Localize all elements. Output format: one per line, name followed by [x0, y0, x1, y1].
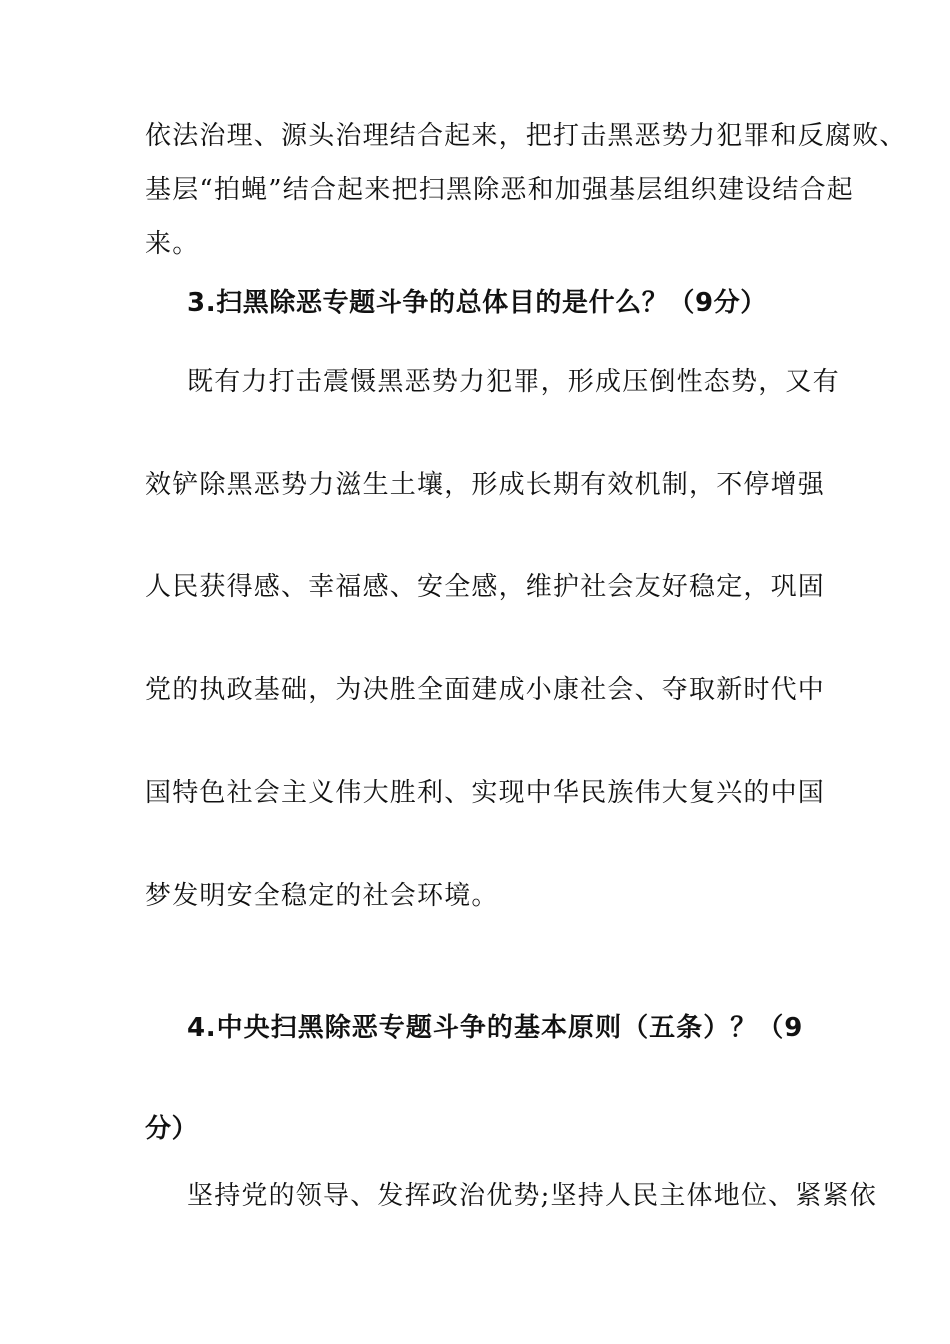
answer-line: 国特色社会主义伟大胜利、实现中华民族伟大复兴的中国	[145, 778, 826, 808]
question-3-heading: 3.扫黑除恶专题斗争的总体目的是什么？（9分）	[187, 288, 767, 318]
paragraph-line: 依法治理、源头治理结合起来，把打击黑恶势力犯罪和反腐败、	[145, 121, 907, 151]
answer-line: 效铲除黑恶势力滋生土壤，形成长期有效机制，不停增强	[145, 470, 826, 500]
answer-line: 坚持党的领导、发挥政治优势;坚持人民主体地位、紧紧依	[187, 1181, 877, 1211]
answer-line: 人民获得感、幸福感、安全感，维护社会友好稳定，巩固	[145, 572, 826, 602]
answer-line: 党的执政基础，为决胜全面建成小康社会、夺取新时代中	[145, 675, 826, 705]
question-4-heading-cont: 分）	[145, 1114, 199, 1144]
paragraph-line: 基层“拍蝇”结合起来把扫黑除恶和加强基层组织建设结合起	[145, 175, 854, 205]
answer-line: 梦发明安全稳定的社会环境。	[145, 881, 499, 911]
question-4-heading: 4.中央扫黑除恶专题斗争的基本原则（五条）？（9	[187, 1013, 803, 1043]
paragraph-line: 来。	[145, 229, 200, 259]
answer-line: 既有力打击震慑黑恶势力犯罪，形成压倒性态势，又有	[187, 367, 840, 397]
